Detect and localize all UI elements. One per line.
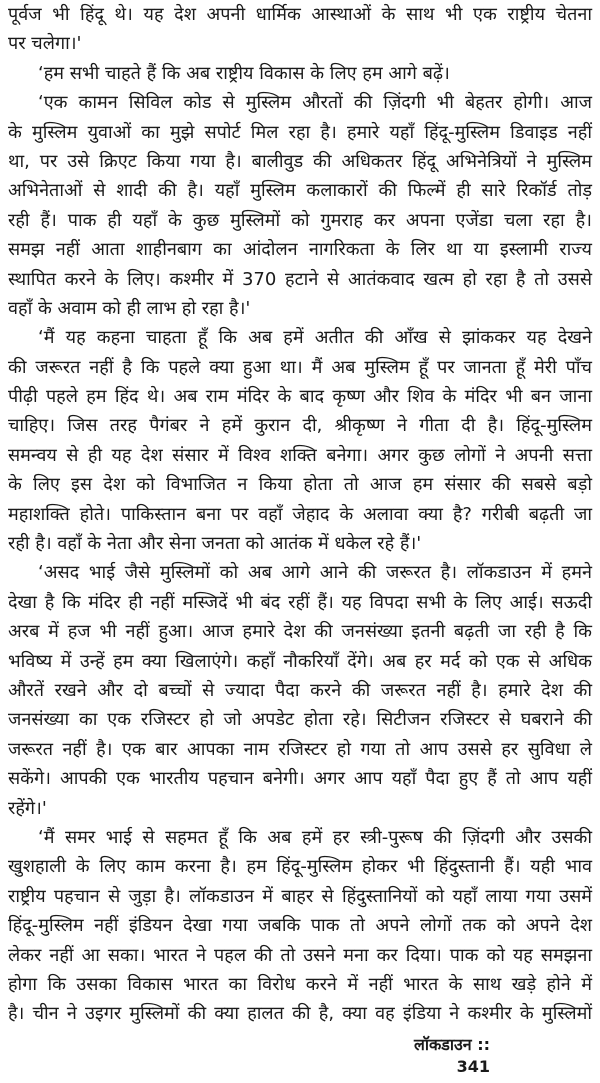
text-line: के लिए इस देश को विभाजित न किया होता तो आज हम संसार की सबसे बड़ो xyxy=(8,474,592,496)
text-line: अभिनेताओं से शादी की है। यहाँ मुस्लिम कलाकारों की फिल्में ही सारे रिकॉर्ड तोड़ xyxy=(8,180,592,202)
text-line: होगा कि उसका विकास भारत का विरोध करने में नहीं भारत के साथ खड़े होने में xyxy=(8,973,592,995)
text-line: औरतें रखने और दो बच्चों से ज्यादा पैदा करने की जरूरत नहीं है। हमारे देश की xyxy=(8,679,592,701)
text-line: था, पर उसे क्रिएट किया गया है। बालीवुड की अधिकतर हिंदू अभिनेत्रियों ने मुस्लिम xyxy=(8,150,592,172)
paragraph xyxy=(8,558,592,823)
text-line: चाहिए। जिस तरह पैगंबर ने हमें कुरान दी, श्रीकृष्ण ने गीता दी है। हिंदू-मुस्लिम xyxy=(8,415,592,437)
text-line: महाशक्ति होते। पाकिस्तान बना पर वहाँ जेहाद के अलावा क्या है? गरीबी बढ़ती जा xyxy=(8,503,592,525)
text-line: ‘असद भाई जैसे मुस्लिमों को अब आगे आने की जरूरत है। लॉकडाउन में हमने xyxy=(38,562,592,584)
text-line: स्थापित करने के लिए। कश्मीर में 370 हटाने से आतंकवाद खत्म हो रहा है तो उससे xyxy=(8,268,592,290)
text-line: समझ नहीं आता शाहीनबाग का आंदोलन नागरिकता के लिर था या इस्लामी राज्य xyxy=(8,239,592,261)
page-footer: लॉकडाउन :: 341 xyxy=(414,1035,490,1076)
paragraph xyxy=(8,0,592,59)
text-line: पर चलेगा।' xyxy=(8,33,82,55)
text-line: हिंदू-मुस्लिम नहीं इंडियन देखा गया जबकि पाक तो अपने लोगों तक को अपने देश xyxy=(8,915,592,937)
text-line: देखा है कि मंदिर ही नहीं मस्जिदें भी बंद रहीं हैं। यह विपदा सभी के लिए आई। सऊदी xyxy=(8,591,592,613)
paragraph xyxy=(8,323,592,558)
text-line: राष्ट्रीय पहचान से जुड़ा है। लॉकडाउन में बाहर से हिंदुस्तानियों को यहाँ लाया गया उसमें xyxy=(8,885,592,907)
text-line: समन्वय से ही यह देश संसार में विश्व शक्ति बनेगा। अगर कुछ लोगों ने अपनी सत्ता xyxy=(8,444,592,466)
text-line: ‘मैं समर भाई से सहमत हूँ कि अब हमें हर स्त्री-पुरूष की ज़िंदगी और उसकी xyxy=(38,826,592,848)
text-line: ‘एक कामन सिविल कोड से मुस्लिम औरतों की ज़िंदगी भी बेहतर होगी। आज xyxy=(38,92,592,114)
text-line: ‘हम सभी चाहते हैं कि अब राष्ट्रीय विकास के लिए हम आगे बढ़ें। xyxy=(38,62,450,84)
text-line: है। चीन ने उइगर मुस्लिमों की क्या हालत की है, क्या वह इंडिया ने कश्मीर के मुस्लिमों xyxy=(8,1003,592,1025)
text-line: रही है। वहाँ के नेता और सेना जनता को आतंक में धकेल रहे हैं।' xyxy=(8,533,422,555)
text-line: लेकर नहीं आ सका। भारत ने पहल की तो उसने मना कर दिया। पाक को यह समझना xyxy=(8,944,592,966)
text-line: पूर्वज भी हिंदू थे। यह देश अपनी धार्मिक आस्थाओं के साथ भी एक राष्ट्रीय चेतना xyxy=(8,4,592,25)
paragraph xyxy=(8,59,592,88)
text-line: पीढ़ी पहले हम हिंद थे। अब राम मंदिर के बाद कृष्ण और शिव के मंदिर भी बन जाना xyxy=(8,386,592,408)
text-line: के मुस्लिम युवाओं का मुझे सपोर्ट मिल रहा है। हमारे यहाँ हिंदू-मुस्लिम डिवाइड नहीं xyxy=(8,121,592,143)
text-line: जरूरत नहीं है। एक बार आपका नाम रजिस्टर हो गया तो आप उससे हर सुविधा ले xyxy=(8,738,592,760)
paragraph xyxy=(8,88,592,323)
text-line: ‘मैं यह कहना चाहता हूँ कि अब हमें अतीत की आँख से झांककर यह देखने xyxy=(38,327,592,349)
page-body xyxy=(8,0,592,1029)
text-line: अरब में हज भी नहीं हुआ। आज हमारे देश की जनसंख्या इतनी बढ़ती जा रही है कि xyxy=(8,621,592,643)
text-line: भविष्य में उन्हें हम क्या खिलाएंगे। कहाँ नौकरियाँ देंगे। अब हर मर्द को एक से अधिक xyxy=(8,650,592,672)
text-line: सकेंगे। आपकी एक भारतीय पहचान बनेगी। अगर आप यहाँ पैदा हुए हैं तो आप यहीं xyxy=(8,768,592,790)
text-line: रहेंगे।' xyxy=(8,797,47,819)
paragraph xyxy=(8,823,592,1029)
text-line: रही हैं। पाक ही यहाँ के कुछ मुस्लिमों को गुमराह कर अपना एजेंडा चला रहा है। xyxy=(8,209,592,231)
text-line: की जरूरत नहीं है कि पहले क्या हुआ था। मैं अब मुस्लिम हूँ पर जानता हूँ मेरी पाँच xyxy=(8,356,592,378)
text-line: खुशहाली के लिए काम करना है। हम हिंदू-मुस्लिम होकर भी हिंदुस्तानी हैं। यही भाव xyxy=(8,856,592,878)
text-line: वहाँ के अवाम को ही लाभ हो रहा है।' xyxy=(8,297,251,319)
text-line: जनसंख्या का एक रजिस्टर हो जो अपडेट होता रहे। सिटीजन रजिस्टर से घबराने की xyxy=(8,709,592,731)
